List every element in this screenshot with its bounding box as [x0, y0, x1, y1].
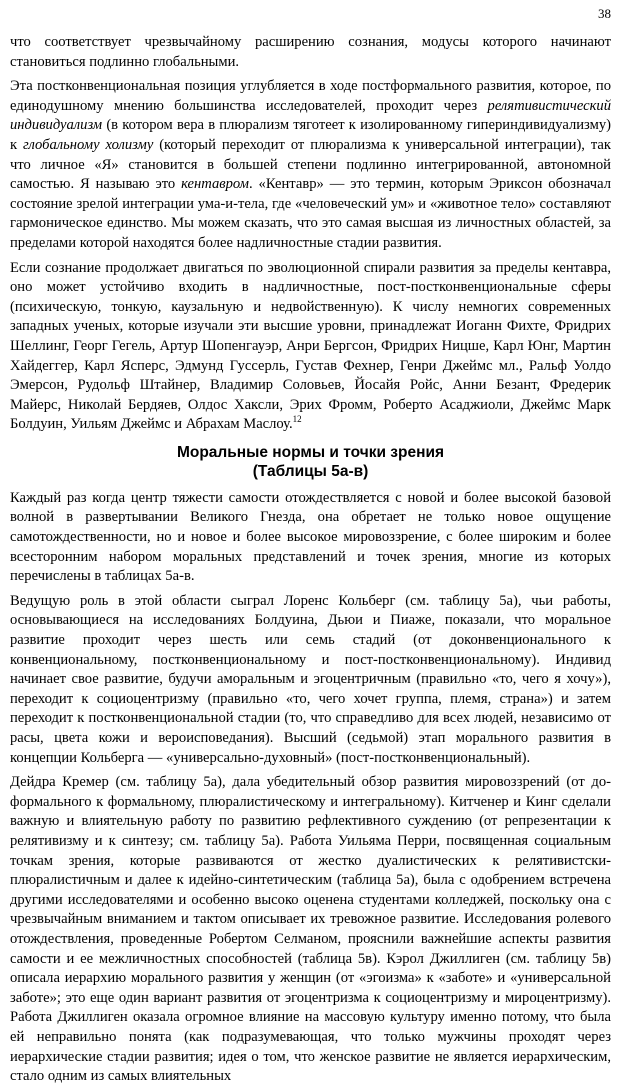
section-heading	[10, 443, 611, 481]
paragraph-text: (в котором вера в плюрализм тяготеет к изолированному гипериндивидуализму) к	[10, 117, 611, 153]
paragraph-text: . «Кентавр» — это термин, которым Эриксон обозначал состояние зрелой интеграции ума-и-тела, где «человеческий ум» и «животное тело» составляют гармоническое единство. Мы можем сказать, что это самая высшая из личностных областей, за пределами которой находятся более надличностные стадии развития.	[10, 176, 611, 251]
section-heading-subtitle: (Таблицы 5а-в)	[252, 462, 369, 480]
footnote-marker: 12	[292, 414, 302, 425]
emphasis-term: глобальному холизму	[23, 136, 154, 153]
paragraph-postconventional	[10, 77, 611, 253]
paragraph-continuation: что соответствует чрезвычайному расширению сознания, модусы которого начинают становиться подлинно глобальными.	[10, 34, 611, 70]
paragraph-worldview: Каждый раз когда центр тяжести самости отождествляется с новой и более высокой базовой волной в развертывании Великого Гнезда, она обретает не только новое ощущение самотождественности, но и новое и более высокое мировоззрение, с более широким и более всесторонним набором моральных представлений и точек зрения, многие из которых перечислены в таблицах 5а-в.	[10, 489, 611, 585]
section-heading-title: Моральные нормы и точки зрения	[176, 443, 445, 461]
paragraph-text: Если сознание продолжает двигаться по эволюционной спирали развития за пределы кентавра, оно может устойчиво входить в надличностные, пост-постконвенциональные сферы (психическую, тонкую, каузальную и недвойственную). К числу немногих современных западных ученых, которые изучали эти высшие уровни, принадлежат Иоганн Фихте, Фридрих Шеллинг, Георг Гегель, Артур Шопенгауэр, Анри Бергсон, Фридрих Ницше, Карл Юнг, Мартин Хайдеггер, Карл Ясперс, Эдмунд Гуссерль, Густав Фехнер, Генри Джеймс мл., Ральф Уолдо Эмерсон, Рудольф Штайнер, Владимир Соловьев, Йосайя Ройс, Анни Безант, Фредерик Майерс, Николай Бердяев, Олдос Хаксли, Эрих Фромм, Роберто Асаджиоли, Джеймс Марк Болдуин, Уильям Джеймс и Абрахам Маслоу.	[10, 259, 611, 433]
paragraph-text: Эта постконвенциональная позиция углубляется в ходе постформального развития, которое, по единодушному мнению большинства исследователей, проходит через	[10, 78, 611, 114]
emphasis-term: релятивистический индивидуализм	[10, 97, 611, 134]
paragraph-transpersonal	[10, 259, 611, 435]
emphasis-term: кентавром	[181, 176, 249, 193]
page-number: 38	[598, 6, 611, 21]
paragraph-text: (который переходит от плюрализма к универсальной интеграции), так что личное «Я» становится в большей степени подлинно интегрированной, автономной самостью. Я называю это	[10, 136, 611, 193]
page-content	[10, 33, 611, 1092]
paragraph-kohlberg: Ведущую роль в этой области сыграл Лоренс Кольберг (см. таблицу 5а), чьи работы, основывающиеся на исследованиях Болдуина, Дьюи и Пиаже, показали, что моральное развитие проходит через шесть или семь стадий (от доконвенционального к конвенциональному, постконвенциональному и пост-постконвенциональному). Индивид начинает свое развитие, будучи аморальным и эгоцентричным (правильно «то, чего я хочу»), переходит к социоцентризму (правильно «то, чего хочет группа, племя, страна») и затем переходит к постконвенциональной стадии (то, что справедливо для всех людей, независимо от расы, цвета кожи и вероисповедания). Высший (седьмой) этап морального развития в концепции Кольберга — «универсально-духовный» (пост-постконвенциональный).	[10, 592, 611, 766]
paragraph-research-overview: Дейдра Кремер (см. таблицу 5а), дала убедительный обзор развития мировоззрений (от до-формального к формальному, плюралистическому и интегральному). Китченер и Кинг сделали важную и влиятельную работу по развитию рефлективного суждению (от репрезентации к релятивизму и к синтезу; см. таблицу 5а). Работа Уильяма Перри, посвященная социальным точкам зрения, которые развиваются от жестко дуалистических к релятивистски-плюралистичным и далее к идейно-синтетическим (таблица 5а), была с одобрением встречена другими исследователями и особенно высоко оценена студентами колледжей, поскольку она с чрезвычайным вниманием и тактом описывает их тревожное развитие. Исследования ролевого отождествления, проведенные Робертом Селманом, прояснили важнейшие аспекты развития самости и ее межличностных способностей (таблица 5в). Кэрол Джиллиген (см. таблицу 5в) описала иерархию морального развития у женщин (от «эгоизма» к «заботе» и «универсальной заботе»; это еще один вариант развития от эгоцентризма к социоцентризму и мироцентризму). Работа Джиллиген оказала огромное влияние на массовую культуру именно потому, что была ей неправильно понята (как подразумевающая, что только мужчины проходят через иерархические стадии развития; идея о том, что женское развитие не является иерархическим, стало одним из самых влиятельных	[10, 774, 611, 1085]
